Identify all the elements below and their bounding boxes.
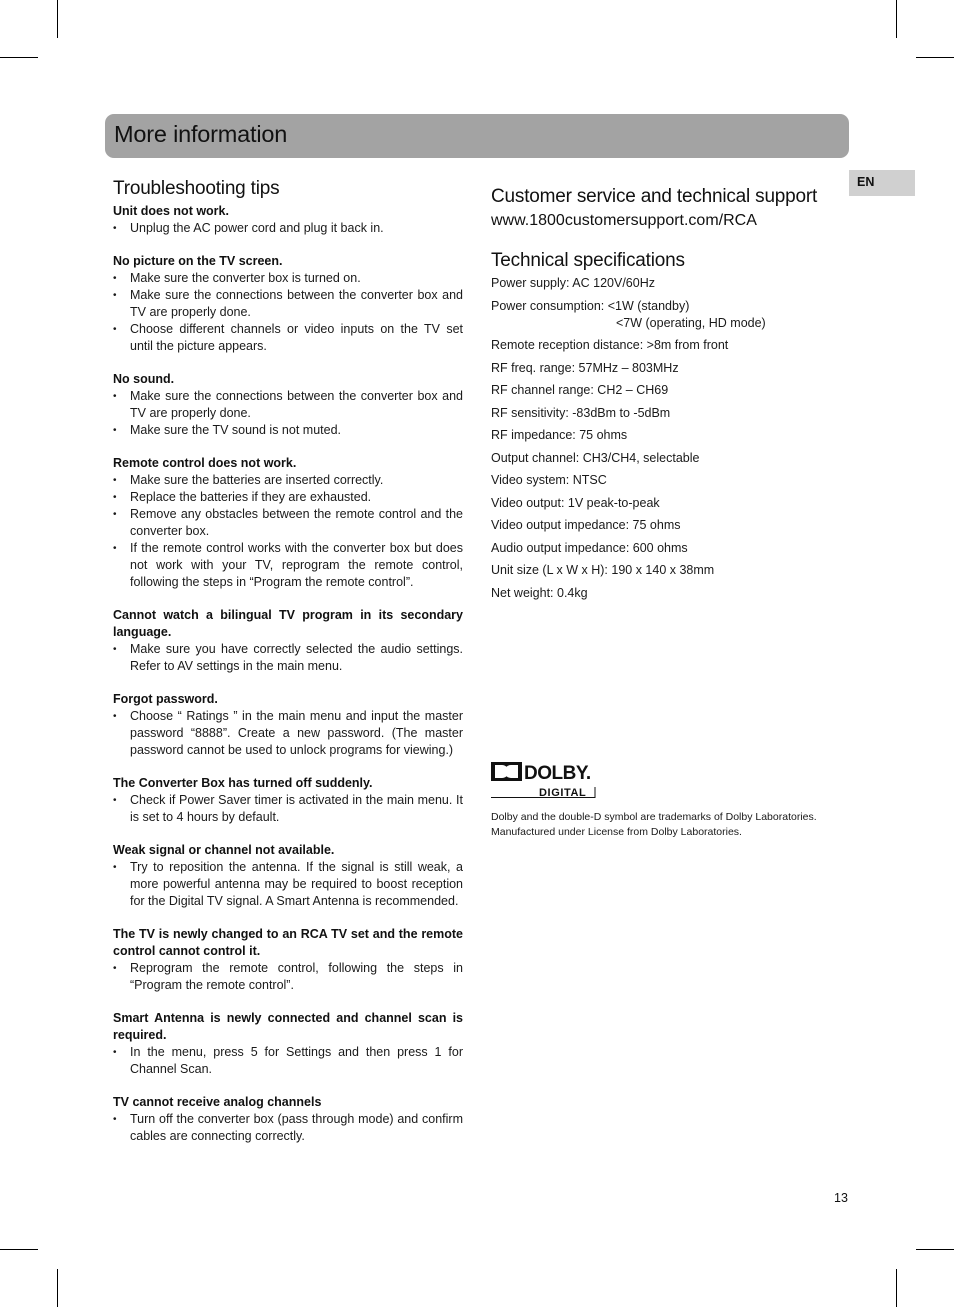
issue-title: Smart Antenna is newly connected and channel scan is required. (113, 1011, 463, 1042)
issue-step: • Choose “ Ratings ” in the main menu and input the master password “8888”. Create a new password. (The master password cannot be used to unlock programs for viewing.) (113, 708, 463, 759)
dolby-wordmark: DOLBY. (524, 763, 591, 784)
spec-line: Unit size (L x W x H): 190 x 140 x 38mm (491, 563, 715, 577)
issue-list (113, 203, 463, 1145)
issue-step: • Make sure the converter box is turned on. (113, 270, 463, 287)
page-number: 13 (834, 1191, 848, 1205)
issue-steps (113, 792, 463, 826)
spec-power-consumption-line: Power consumption: <1W (standby) (491, 298, 690, 313)
spec-list (491, 337, 851, 602)
issue-block (113, 775, 463, 826)
spec-line: RF freq. range: 57MHz – 803MHz (491, 360, 679, 375)
crop-mark (57, 1269, 58, 1307)
issue-block (113, 842, 463, 910)
language-tab (849, 170, 915, 196)
specs-heading: Technical specifications (491, 250, 685, 271)
spec-line: Net weight: 0.4kg (491, 585, 588, 600)
dolby-digital-label: DIGITAL (539, 787, 587, 799)
issue-step: • Check if Power Saver timer is activated in the main menu. It is set to 4 hours by default. (113, 792, 463, 826)
issue-title: Remote control does not work. (113, 456, 297, 470)
issue-step: • Make sure the connections between the converter box and TV are properly done. (113, 287, 463, 321)
spec-line: RF impedance: 75 ohms (491, 428, 628, 442)
issue-block (113, 926, 463, 994)
issue-step: • Reprogram the remote control, following the steps in “Program the remote control”. (113, 960, 463, 994)
issue-step: • Remove any obstacles between the remote control and the converter box. (113, 506, 463, 540)
issue-block (113, 607, 463, 675)
spec-power-consumption-line-2: <7W (operating, HD mode) (616, 315, 766, 330)
spec-line: Remote reception distance: >8m from front (491, 338, 729, 352)
issue-step: • Turn off the converter box (pass through mode) and confirm cables are connecting correctly. (113, 1111, 463, 1145)
issue-step: • Unplug the AC power cord and plug it back in. (113, 220, 463, 237)
dolby-note-line: Dolby and the double-D symbol are trademarks of Dolby Laboratories. (491, 811, 817, 823)
issue-step: • Replace the batteries if they are exhausted. (113, 489, 463, 506)
crop-mark (57, 0, 58, 38)
issue-title: No picture on the TV screen. (113, 254, 283, 268)
issue-title: The TV is newly changed to an RCA TV set and the remote control cannot control it. (113, 927, 463, 958)
spec-line: RF sensitivity: -83dBm to -5dBm (491, 405, 671, 420)
dolby-digital-logo (491, 761, 601, 799)
issue-title: TV cannot receive analog channels (113, 1095, 322, 1109)
issue-block (113, 203, 463, 237)
issue-steps (113, 708, 463, 759)
section-title-bar (105, 114, 849, 158)
issue-step: • Try to reposition the antenna. If the signal is still weak, a more powerful antenna may be required to boost reception for the Digital TV signal. A Smart Antenna is recommended. (113, 859, 463, 910)
crop-mark (916, 57, 954, 58)
spec-power-consumption (491, 298, 851, 332)
crop-mark (0, 1249, 38, 1250)
issue-steps (113, 641, 463, 675)
issue-steps (113, 388, 463, 439)
issue-steps (113, 859, 463, 910)
issue-title: The Converter Box has turned off suddenly. (113, 776, 373, 790)
issue-step: • Choose different channels or video inputs on the TV set until the picture appears. (113, 321, 463, 355)
spec-line: Video output: 1V peak-to-peak (491, 495, 660, 510)
crop-mark (896, 0, 897, 38)
issue-title: Cannot watch a bilingual TV program in its secondary language. (113, 608, 463, 639)
issue-step: • Make sure the batteries are inserted correctly. (113, 472, 463, 489)
issue-step: • Make sure the connections between the converter box and TV are properly done. (113, 388, 463, 422)
troubleshooting-section (113, 178, 463, 1161)
issue-step: • Make sure you have correctly selected the audio settings. Refer to AV settings in the main menu. (113, 641, 463, 675)
crop-mark (916, 1249, 954, 1250)
issue-steps (113, 960, 463, 994)
spec-line: Video system: NTSC (491, 473, 607, 487)
double-d-icon (491, 762, 522, 781)
issue-steps (113, 220, 463, 237)
support-url: www.1800customersupport.com/RCA (491, 212, 757, 229)
crop-mark (896, 1269, 897, 1307)
issue-steps (113, 1044, 463, 1078)
issue-block (113, 1010, 463, 1078)
right-column (491, 186, 851, 607)
crop-mark (0, 57, 38, 58)
page-title: More information (114, 121, 288, 147)
issue-steps (113, 472, 463, 591)
issue-step: • In the menu, press 5 for Settings and then press 1 for Channel Scan. (113, 1044, 463, 1078)
spec-line: Audio output impedance: 600 ohms (491, 540, 688, 555)
issue-title: No sound. (113, 372, 175, 386)
spec-line: Output channel: CH3/CH4, selectable (491, 450, 700, 465)
issue-steps (113, 270, 463, 355)
issue-step: • If the remote control works with the converter box but does not work with your TV, reprogram the remote control, following the steps in “Program the remote control”. (113, 540, 463, 591)
issue-block (113, 691, 463, 759)
dolby-note-line: Manufactured under License from Dolby Laboratories. (491, 826, 742, 838)
issue-block (113, 253, 463, 355)
dolby-trademark-note (491, 810, 861, 840)
spec-line: Video output impedance: 75 ohms (491, 518, 681, 532)
issue-title: Unit does not work. (113, 204, 229, 218)
issue-block (113, 455, 463, 591)
spec-line: RF channel range: CH2 – CH69 (491, 383, 669, 397)
issue-steps (113, 1111, 463, 1145)
issue-title: Weak signal or channel not available. (113, 843, 335, 857)
spec-power-supply: Power supply: AC 120V/60Hz (491, 276, 655, 290)
support-heading: Customer service and technical support (491, 186, 818, 207)
issue-step: • Make sure the TV sound is not muted. (113, 422, 463, 439)
issue-block (113, 371, 463, 439)
language-label: EN (857, 175, 875, 189)
issue-title: Forgot password. (113, 692, 218, 706)
issue-block (113, 1094, 463, 1145)
troubleshooting-heading: Troubleshooting tips (113, 178, 280, 199)
